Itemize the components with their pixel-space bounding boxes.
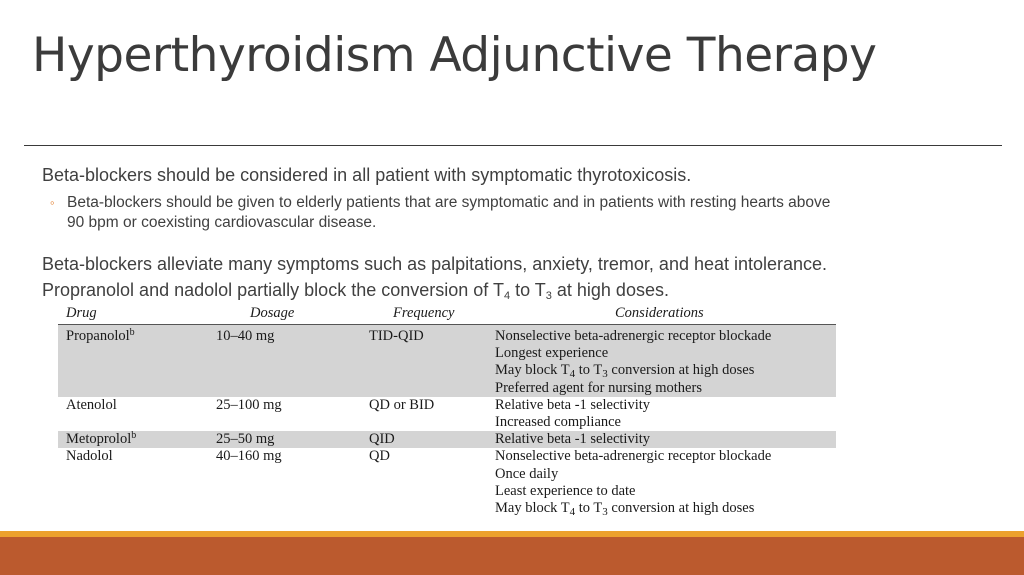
paragraph-beta-blockers-consider: Beta-blockers should be considered in all patient with symptomatic thyrotoxicosis.: [42, 165, 692, 185]
drug-cell: Atenolol: [66, 396, 117, 413]
consideration-line: Once daily: [495, 465, 559, 482]
para2-sub-3: 3: [545, 290, 552, 302]
consideration-text: conversion at high doses: [607, 362, 755, 379]
consideration-text: May block T: [495, 500, 570, 517]
paragraph-beta-blockers-alleviate: [42, 251, 862, 303]
header-drug: Drug: [66, 305, 97, 321]
sub-bullet-text: Beta-blockers should be given to elderly patients that are symptomatic and in patients with resting hearts above 90 bpm or coexisting cardiovascular disease.: [67, 194, 831, 231]
considerations-cell: [487, 448, 836, 517]
title-divider: [24, 145, 1002, 146]
drug-footnote: b: [131, 430, 137, 442]
para2-text-3: at high doses.: [551, 280, 669, 300]
dosage-cell: 40–160 mg: [216, 448, 282, 465]
dosage-cell: 25–50 mg: [216, 431, 275, 448]
considerations-cell: [487, 397, 836, 431]
consideration-line: Relative beta -1 selectivity: [495, 396, 651, 413]
drug-footnote: b: [129, 327, 135, 338]
consideration-line: Relative beta -1 selectivity: [495, 431, 651, 448]
para2-text-1: Beta-blockers alleviate many symptoms such as palpitations, anxiety, tremor, and heat intolerance. Propranolol and nadolol partially block the conversion of T: [42, 254, 828, 300]
consideration-sub: 4: [569, 368, 576, 381]
sub-bullet: [50, 193, 850, 233]
circle-bullet-icon: ◦: [50, 195, 55, 210]
header-considerations: Considerations: [615, 305, 704, 321]
frequency-cell: QD: [369, 448, 390, 465]
dosage-cell: 25–100 mg: [216, 396, 282, 413]
drug-name: Propanolol: [66, 328, 130, 344]
consideration-sub: 3: [602, 506, 608, 517]
table-header-row: [58, 305, 836, 325]
para2-sub-4: 4: [503, 290, 511, 302]
considerations-cell: [487, 431, 836, 448]
consideration-text: to T: [575, 500, 603, 517]
para2-text-2: to T: [510, 280, 546, 300]
frequency-cell: QID: [369, 431, 395, 448]
frequency-cell: TID-QID: [369, 328, 424, 344]
consideration-line: Least experience to date: [495, 482, 636, 499]
table-row: [58, 448, 836, 517]
consideration-line: Nonselective beta-adrenergic receptor blockade: [495, 448, 772, 465]
header-dosage: Dosage: [250, 305, 295, 321]
consideration-sub: 3: [602, 368, 608, 381]
consideration-line: Preferred agent for nursing mothers: [495, 379, 702, 396]
drug-cell: [58, 328, 208, 397]
consideration-line: Longest experience: [495, 345, 609, 362]
consideration-line: Nonselective beta-adrenergic receptor blockade: [495, 328, 772, 344]
consideration-sub: 4: [569, 506, 576, 517]
beta-blocker-table: [58, 305, 836, 517]
drug-cell: [58, 431, 208, 448]
drug-name: Metoprolol: [66, 431, 132, 448]
consideration-line: Increased compliance: [495, 414, 621, 431]
header-frequency: Frequency: [393, 305, 455, 321]
slide-title: Hyperthyroidism Adjunctive Therapy: [32, 28, 877, 83]
table-row: [58, 325, 836, 397]
consideration-text: conversion at high doses: [607, 500, 755, 517]
considerations-cell: [487, 328, 836, 397]
consideration-line: [495, 500, 836, 517]
table-row: [58, 397, 836, 431]
frequency-cell: QD or BID: [369, 396, 435, 413]
consideration-text: May block T: [495, 362, 570, 379]
drug-cell: Nadolol: [66, 448, 113, 465]
footer-band: [0, 537, 1024, 575]
consideration-text: to T: [575, 362, 603, 379]
dosage-cell: 10–40 mg: [216, 328, 275, 344]
consideration-line: [495, 362, 836, 379]
table-row: [58, 431, 836, 448]
